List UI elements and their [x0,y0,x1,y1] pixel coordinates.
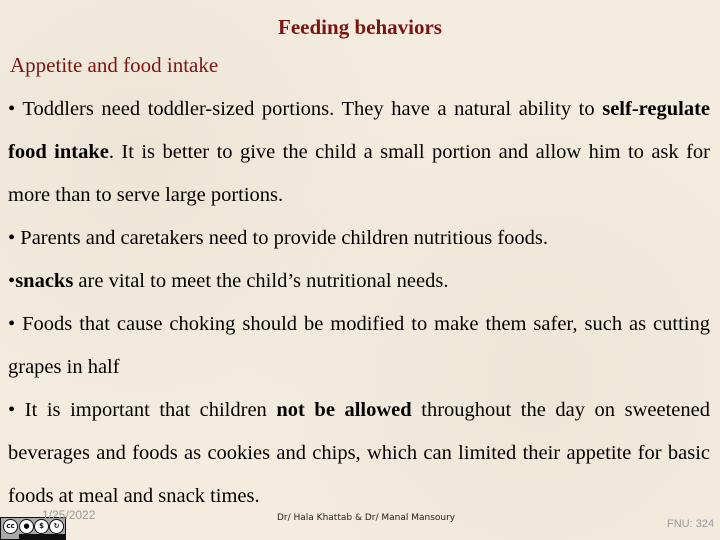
by-icon: ● [19,519,34,534]
slide-title: Feeding behaviors [278,15,442,39]
sa-icon: ↻ [49,519,64,534]
cc-icon: cc [3,519,18,534]
bullet-sweetened-beverages [8,389,710,518]
bullet-bold-text: snacks [15,270,74,292]
bullet-text: throughout the day on sweetened beverages and foods as cookies and chips, which can limited their appetite for basic foods at meal and snack times. [8,399,710,507]
nc-icon: $ [34,519,49,534]
slide-body [8,88,710,518]
bullet-nutritious-foods: • Parents and caretakers need to provide children nutritious foods. [8,227,549,249]
slide-subtitle: Appetite and food intake [10,53,219,77]
bullet-text: • Toddlers need toddler-sized portions. They have a natural ability to [8,98,603,120]
footer-author: Dr/ Hala Khattab & Dr/ Manal Mansoury [277,513,456,523]
footer-date: 1/25/2022 [42,508,96,522]
bullet-text: are vital to meet the child’s nutritional needs. [73,270,449,292]
footer-page-number: FNU: 324 [667,518,715,530]
bullet-bold-text: self-regulate food intake [8,98,710,163]
bullet-text: • [8,270,16,292]
bullet-snacks [8,260,710,303]
bullet-text: • It is important that children [8,399,277,421]
bullet-portions [8,88,710,217]
badge-bar [19,534,65,539]
bullet-bold-text: not be allowed [276,399,412,421]
bullet-choking: • Foods that cause choking should be modified to make them safer, such as cutting grapes in half [8,313,710,378]
bullet-text: . It is better to give the child a small portion and allow him to ask for more than to serve large portions. [8,141,711,206]
